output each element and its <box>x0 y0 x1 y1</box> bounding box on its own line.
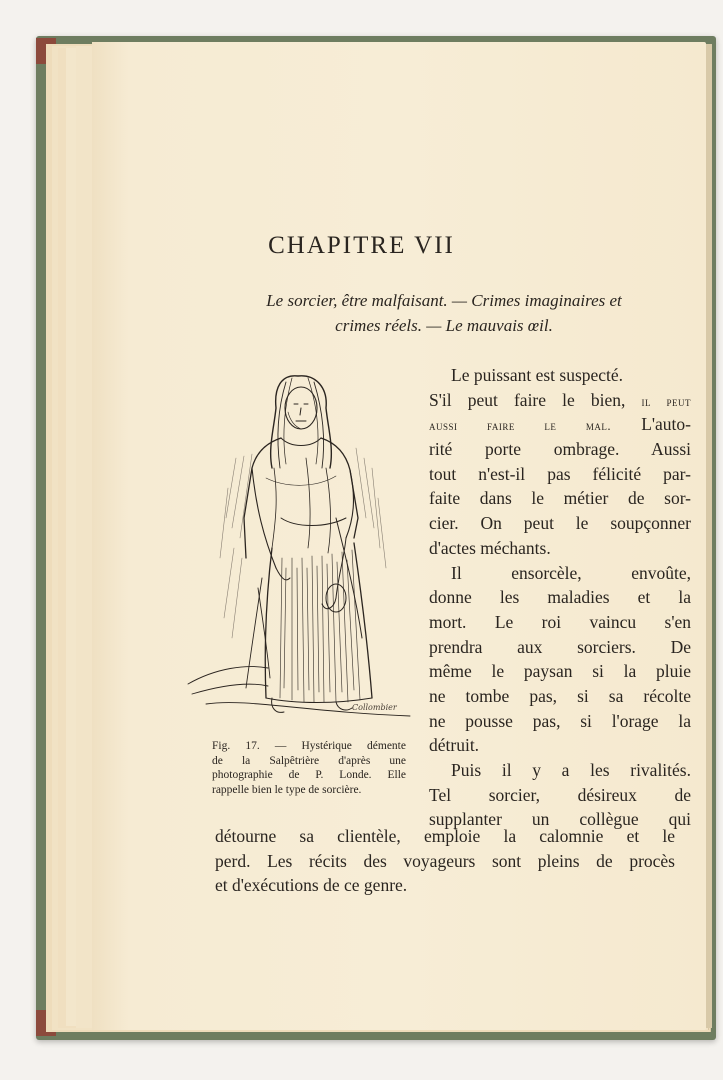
text-line <box>429 388 691 413</box>
text-line: donne les maladies et la <box>429 587 691 608</box>
caption-line: Fig. 17. — Hystérique démente <box>212 740 406 752</box>
text-line: ne tombe pas, si sa récolte <box>429 685 691 706</box>
page-fore-edge <box>706 44 712 1028</box>
text-line: et d'exécutions de ce genre. <box>215 875 408 896</box>
text-line: détourne sa clientèle, emploie la calomnie et le <box>215 826 675 846</box>
text-line: Il ensorcèle, envoûte, <box>451 562 691 583</box>
chapter-subtitle <box>205 288 683 338</box>
subtitle-line: crimes réels. — Le mauvais œil. <box>335 316 553 335</box>
small-caps-fragment: il peut <box>641 393 691 409</box>
text-line: supplanter un collègue qui <box>429 809 691 830</box>
text-fragment: S'il peut faire le bien, <box>429 389 626 410</box>
subtitle-line: Le sorcier, être malfaisant. — Crimes imaginaires et <box>266 291 622 310</box>
text-line: faite dans le métier de sor- <box>429 488 691 509</box>
text-line: Le puissant est suspecté. <box>451 365 624 385</box>
text-line: ne pousse pas, si l'orage la <box>429 710 691 731</box>
text-line: perd. Les récits des voyageurs sont pleins de procès <box>215 850 675 871</box>
figure-illustration <box>186 368 414 720</box>
caption-line: de la Salpêtrière d'après une <box>212 754 406 767</box>
caption-line: photographie de P. Londe. Elle <box>212 769 406 782</box>
chapter-title: CHAPITRE VII <box>268 232 455 259</box>
text-line <box>429 412 691 437</box>
text-line: cier. On peut le soupçonner <box>429 513 691 534</box>
body-full-width <box>215 824 675 898</box>
caption-line: rappelle bien le type de sorcière. <box>212 783 362 796</box>
small-caps-fragment: aussi faire le mal. <box>429 418 612 434</box>
illustrator-signature: Collombier <box>352 703 397 712</box>
text-line: Puis il y a les rivalités. <box>451 760 691 780</box>
text-line: même le paysan si la pluie <box>429 661 691 682</box>
text-line: prendra aux sorciers. De <box>429 636 691 657</box>
text-line: tout n'est-il pas félicité par- <box>429 463 691 484</box>
text-line: détruit. <box>429 735 480 756</box>
text-line: d'actes méchants. <box>429 537 551 558</box>
text-line: Tel sorcier, désireux de <box>429 784 691 805</box>
text-line: rité porte ombrage. Aussi <box>429 439 691 460</box>
text-fragment: L'auto- <box>641 414 691 435</box>
woman-engraving-icon <box>186 368 414 720</box>
text-line: mort. Le roi vaincu s'en <box>429 611 691 632</box>
body-right-column <box>429 363 691 832</box>
figure-caption <box>212 739 406 797</box>
